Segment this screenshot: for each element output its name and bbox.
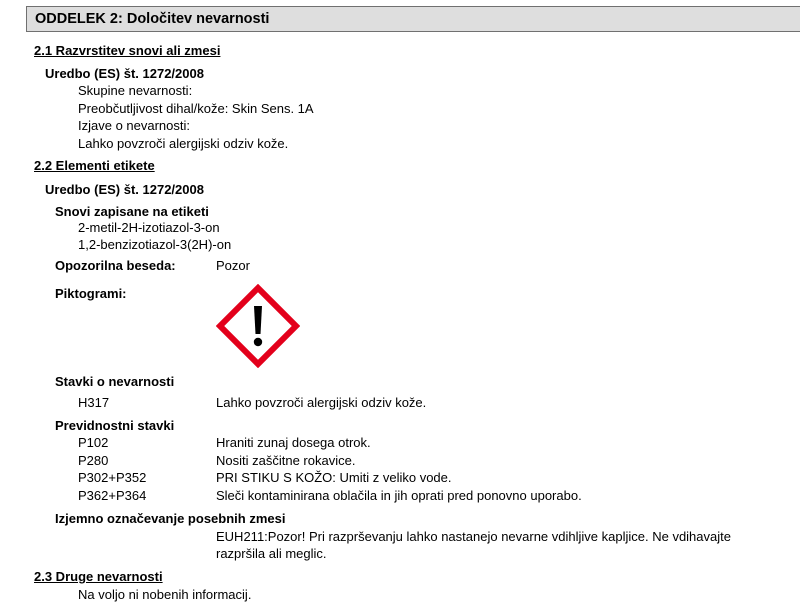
other-hazards-text: Na voljo ni nobenih informacij. xyxy=(78,587,252,602)
hazard-text: Lahko povzroči alergijski odziv kože. xyxy=(216,395,427,410)
exclamation-mark-diamond-icon xyxy=(216,284,300,368)
hazard-statements-title: Stavki o nevarnosti xyxy=(55,374,175,389)
hazard-class-label: Skupine nevarnosti: xyxy=(78,83,193,98)
precautionary-statements-title: Previdnostni stavki xyxy=(55,418,175,433)
special-labelling-line: razpršila ali meglic. xyxy=(216,546,327,561)
pictograms-label: Piktogrami: xyxy=(55,286,127,301)
precaution-code: P280 xyxy=(78,453,109,468)
hazard-code: H317 xyxy=(78,395,110,410)
precaution-text: Sleči kontaminirana oblačila in jih oprati pred ponovno uporabo. xyxy=(216,488,582,503)
regulation-label-2-2: Uredbo (ES) št. 1272/2008 xyxy=(45,182,204,197)
hazard-statement-label: Izjave o nevarnosti: xyxy=(78,118,191,133)
label-substance-item: 1,2-benzizotiazol-3(2H)-on xyxy=(78,237,232,252)
precaution-text: Hraniti zunaj dosega otrok. xyxy=(216,435,371,450)
special-labelling-title: Izjemno označevanje posebnih zmesi xyxy=(55,511,286,526)
regulation-label-2-1: Uredbo (ES) št. 1272/2008 xyxy=(45,66,204,81)
special-labelling-line: EUH211:Pozor! Pri razprševanju lahko nastanejo nevarne vdihljive kapljice. Ne vdihavajte xyxy=(216,529,731,544)
signal-word-value: Pozor xyxy=(216,258,250,273)
precaution-text: Nositi zaščitne rokavice. xyxy=(216,453,356,468)
heading-2-2: 2.2 Elementi etikete xyxy=(34,158,155,173)
section-header-bar xyxy=(26,6,800,32)
precaution-text: PRI STIKU S KOŽO: Umiti z veliko vode. xyxy=(216,470,452,485)
hazard-class-value: Preobčutljivost dihal/kože: Skin Sens. 1A xyxy=(78,101,314,116)
label-substances-title: Snovi zapisane na etiketi xyxy=(55,204,209,219)
signal-word-label: Opozorilna beseda: xyxy=(55,258,176,273)
precaution-code: P102 xyxy=(78,435,109,450)
hazard-statement-value: Lahko povzroči alergijski odziv kože. xyxy=(78,136,289,151)
label-substance-item: 2-metil-2H-izotiazol-3-on xyxy=(78,220,220,235)
heading-2-1: 2.1 Razvrstitev snovi ali zmesi xyxy=(34,43,221,58)
precaution-code: P362+P364 xyxy=(78,488,147,503)
precaution-code: P302+P352 xyxy=(78,470,147,485)
heading-2-3: 2.3 Druge nevarnosti xyxy=(34,569,163,584)
section-title: ODDELEK 2: Določitev nevarnosti xyxy=(35,11,270,27)
